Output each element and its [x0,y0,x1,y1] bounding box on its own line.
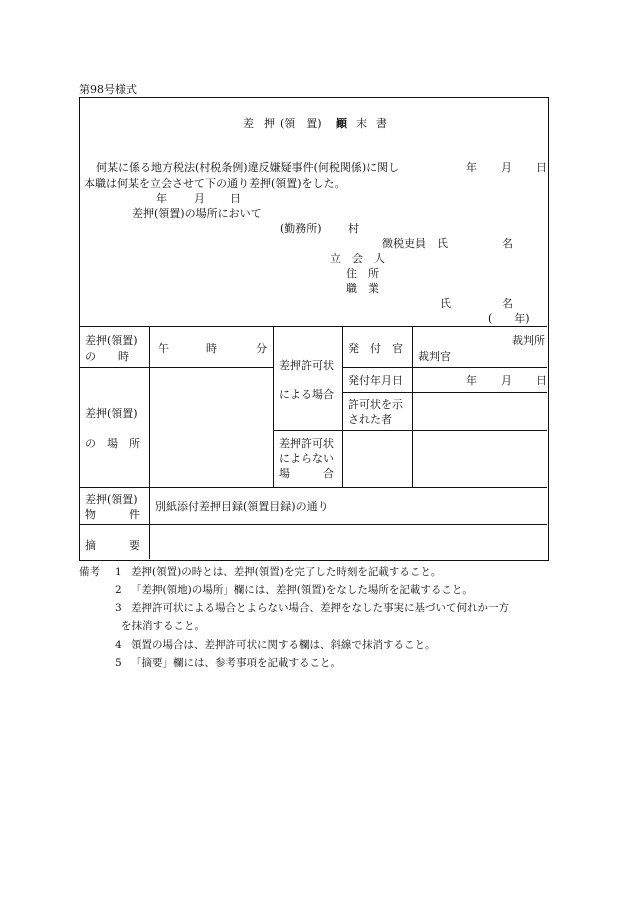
items-value: 別紙添付差押目録(領置目録)の通り [155,500,329,513]
title-char: 差 [243,117,254,130]
form-number: 第98号様式 [79,83,137,96]
line3-month: 月 [194,192,205,205]
header-intro: 何某に係る地方税法(村税条例)違反嫌疑事件(何税関係)に関し [96,161,400,174]
header-line2: 本職は何某を立会させて下の通り差押(領置)をした。 [84,177,346,190]
note-number: 1 [115,566,122,578]
occupation-label: 職 業 [346,282,379,295]
note-number: 5 [115,657,122,669]
witness-label: 立 会 人 [330,252,385,265]
note-number: 4 [115,639,122,651]
col-line [273,326,274,487]
note-text: 差押許可状による場合とよらない場合、差押をなした事実に基づいて何れか一方 [131,602,509,614]
header-date-day: 日 [536,161,547,174]
row-line [342,367,547,368]
age-label: ( 年) [488,312,530,325]
witness-name-label: 名 [502,297,513,310]
col-line [342,326,343,487]
village-label: 村 [348,222,359,235]
col-line [149,326,150,559]
presented-to-label: された者 [348,413,392,426]
presented-to-label: 許可状を示 [348,398,403,411]
issue-date-label: 発付年月日 [348,374,403,387]
place-label: 差押(領置) [85,407,138,420]
note-number: 2 [115,584,122,596]
row-line [80,524,547,525]
notes-heading: 備考 [79,566,100,578]
place-line: 差押(領置)の場所において [132,207,262,220]
time-label: の 時 [85,350,129,363]
title-char: 末 [356,117,367,130]
row-line [342,392,547,393]
issuing-officer-label: 発 付 官 [348,342,403,355]
note-text: を抹消すること。 [121,620,205,632]
col-line [412,326,413,487]
no-warrant-label: によらない [279,452,334,465]
note-text: 領置の場合は、差押許可状に関する欄は、斜線で抹消すること。 [131,639,436,651]
place-label: の 場 所 [85,437,140,450]
form-frame [79,97,549,561]
office-label: (勤務所) [280,222,322,235]
time-label: 差押(領置) [85,334,138,347]
issue-month: 月 [501,374,512,387]
issue-year: 年 [466,374,477,387]
items-label: 物 件 [85,508,140,521]
time-value-go: 午 [158,342,169,355]
official-label: 徴税吏員 氏 [382,237,448,250]
title-paren: (領 置) [280,117,322,130]
header-date-year: 年 [466,161,477,174]
court-label: 裁判所 [512,334,545,347]
judge-label: 裁判官 [418,350,451,363]
title-char: 顚 [336,117,347,130]
note-text: 「摘要」欄には、参考事項を記載すること。 [131,657,341,669]
warrant-case-label: による場合 [279,388,334,401]
remarks-label: 摘 要 [85,539,140,552]
row-line [80,326,547,327]
time-value-ji: 時 [206,342,217,355]
items-label: 差押(領置) [85,493,138,506]
time-value-fun: 分 [256,342,267,355]
row-line [273,430,547,431]
line3-day: 日 [230,192,241,205]
title-char: 押 [264,117,275,130]
line3-year: 年 [156,192,167,205]
address-label: 住 所 [346,267,379,280]
note-text: 差押(領置)の時とは、差押(領置)を完了した時刻を記載すること。 [131,566,442,578]
no-warrant-label: 差押許可状 [279,437,334,450]
no-warrant-label: 場 合 [279,467,334,480]
row-line [80,367,273,368]
header-date-month: 月 [501,161,512,174]
official-name-label: 名 [502,237,513,250]
row-line [80,487,547,488]
note-text: 「差押(領地)の場所」欄には、差押(領置)をなした場所を記載すること。 [131,584,473,596]
warrant-case-label: 差押許可状 [279,359,334,372]
note-number: 3 [115,602,122,614]
title-char: 書 [376,117,387,130]
issue-day: 日 [536,374,547,387]
witness-shi-label: 氏 [440,297,451,310]
